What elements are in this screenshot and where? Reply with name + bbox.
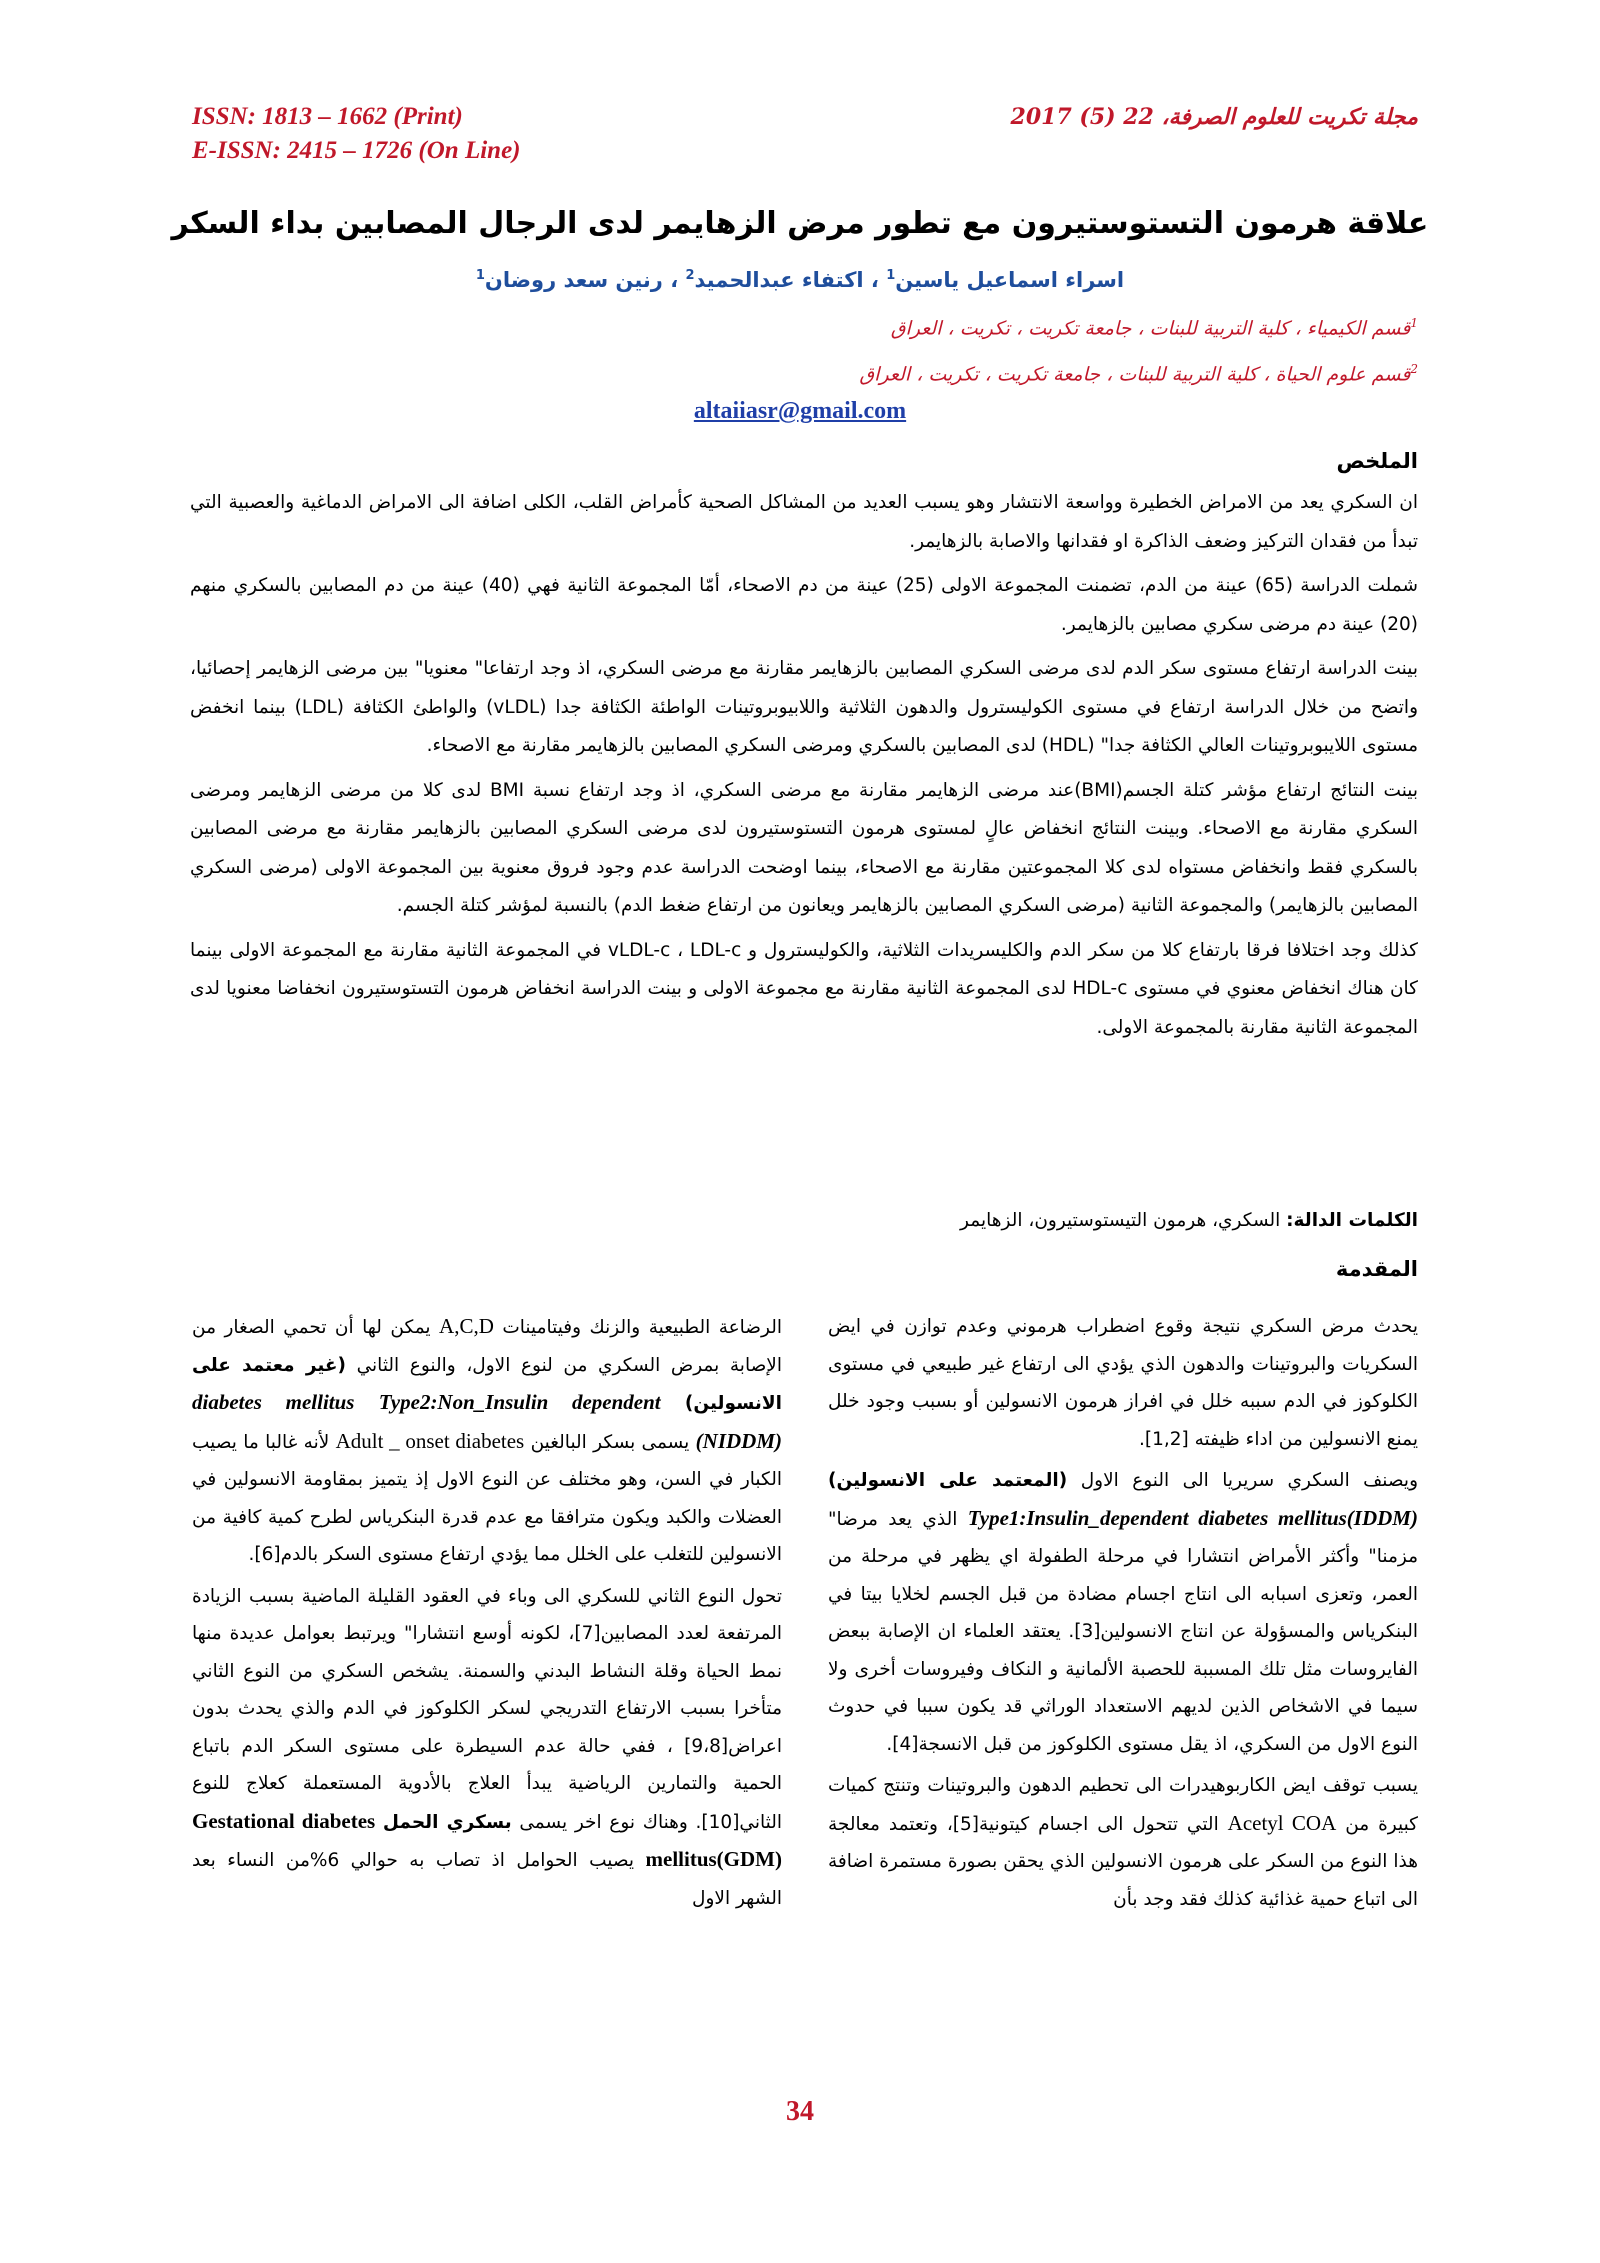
intro-text: يسمى بسكر البالغين (530, 1431, 690, 1453)
intro-latin-term: Gestational diabetes mellitus(GDM) (192, 1808, 782, 1871)
page-number: 34 (786, 2096, 814, 2127)
abstract-heading: الملخص (1336, 449, 1418, 473)
abstract-paragraph: ان السكري يعد من الامراض الخطيرة وواسعة الانتشار وهو يسبب العديد من المشاكل الصحية كأمراض القلب، الكلى اضافة الى الامراض الدماغية والعصبية التي تبدأ من فقدان التركيز وضعف الذاكرة او فقدانها والاصابة بالزهايمر. (190, 492, 1418, 552)
intro-text: التي تتحول الى اجسام كيتونية[5]، وتعتمد معالجة هذا النوع من السكر على هرمون الانسولين الذي يحقن بصورة مستمرة اضافة الى اتباع حمية غذائية كذلك فقد وجد بأن (828, 1813, 1418, 1910)
abstract-paragraph: بينت النتائج ارتفاع مؤشر كتلة الجسم(BMI)عند مرضى الزهايمر مقارنة مع مرضى السكري، اذ وجد ارتفاع نسبة BMI لدى كلا من مرضى الزهايمر ومرضى السكري مقارنة مع الاصحاء. وبينت النتائج انخفاض عالٍ لمستوى هرمون التستوستيرون لدى مرضى السكري المصابين بالزهايمر مقارنة مع مرضى المصابين بالسكري فقط وانخفاض مستواه لدى كلا المجموعتين مقارنة مع الاصحاء، بينما اوضحت الدراسة عدم وجود فروق معنوية بين المجموعة الاولى (مرضى السكري المصابين بالزهايمر) والمجموعة الثانية (مرضى السكري المصابين بالزهايمر ويعانون من ارتفاع ضغط الدم) بالنسبة لمؤشر كتلة الجسم. (190, 779, 1419, 916)
author-3: رنين سعد روضان (484, 268, 663, 292)
authors-line (150, 258, 1450, 298)
author-separator: ، (870, 268, 879, 292)
keywords-text: السكري، هرمون التيستوستيرون، الزهايمر (960, 1210, 1281, 1231)
intro-paragraph (192, 1308, 782, 1574)
author-3-sup: 1 (475, 268, 485, 283)
intro-latin-term: Type1:Insulin_dependent diabetes mellitus(IDDM) (967, 1505, 1418, 1530)
intro-text: تحول النوع الثاني للسكري الى وباء في العقود القليلة الماضية بسبب الزيادة المرتفعة لعدد المصابين[7]، لكونه أوسع انتشارا" ويرتبط بعوامل عديدة منها نمط الحياة وقلة النشاط البدني والسمنة. يشخص السكري من النوع الثاني متأخرا بسبب الارتفاع التدريجي لسكر الكلوكوز في الدم والذي يحدث بدون اعراض[9،8] ، ففي حالة عدم السيطرة على مستوى السكر الدم باتباع الحمية والتمارين الرياضية يبدأ العلاج بالأدوية المستعملة كعلاج للنوع الثاني[10]. وهناك نوع اخر يسمى (192, 1585, 782, 1833)
affiliation-2 (518, 354, 1418, 389)
issn-online: E-ISSN: 2415 – 1726 (On Line) (192, 137, 521, 164)
intro-latin-term: Type2:Non_Insulin dependent (378, 1390, 661, 1414)
intro-paragraph: يحدث مرض السكري نتيجة وقوع اضطراب هرموني وعدم توازن في ايض السكريات والبروتينات والدهون الذي يؤدي الى ارتفاع غير طبيعي في مستوى الكلوكوز في الدم سببه خلل في افراز هرمون الانسولين أو بسبب وجود خلل يمنع الانسولين من اداء ظيفته [1,2]. (828, 1316, 1418, 1450)
author-2-sup: 2 (685, 268, 695, 283)
issn-print: ISSN: 1813 – 1662 (Print) (192, 103, 463, 130)
intro-paragraph (828, 1462, 1418, 1763)
intro-text: يمكن لها أن تحمي الصغار من الإصابة بمرض السكري من لنوع الاول، والنوع الثاني (192, 1317, 782, 1376)
intro-heading: المقدمة (1335, 1257, 1418, 1281)
intro-text: الرضاعة الطبيعية والزنك وفيتامينات (502, 1317, 782, 1338)
author-2: اكتفاء عبدالحميد (694, 268, 864, 292)
author-separator: ، (670, 268, 679, 292)
affiliation-1 (518, 308, 1418, 343)
abstract-paragraph: كذلك وجد اختلافا فرقا بارتفاع كلا من سكر الدم والكليسريدات الثلاثية، والكوليسترول و vLDL-c ، LDL-c في المجموعة الثانية مقارنة مع المجموعة الاولى بينما كان هناك انخفاض معنوي في مستوى HDL-c لدى المجموعة الثانية مقارنة مع مجموعة الاولى و بينت الدراسة انخفاض هرمون التستوستيرون انخفاضا معنويا لدى المجموعة الثانية مقارنة بالمجموعة الاولى. (190, 939, 1418, 1038)
intro-text: يسبب توقف ايض الكاربوهيدرات الى تحطيم الدهون والبروتينات وتنتج كميات كبيرة من (828, 1775, 1418, 1835)
intro-bold-text: (غير معتمد على الانسولين) (192, 1354, 782, 1414)
affiliation-1-text: قسم الكيمياء ، كلية التربية للبنات ، جامعة تكريت ، تكريت ، العراق (890, 317, 1411, 340)
intro-latin-term: Acetyl COA (1227, 1810, 1337, 1835)
keywords-line (190, 1204, 1418, 1238)
intro-latin-term: diabetes mellitus (NIDDM) (192, 1390, 782, 1453)
intro-paragraph (192, 1578, 782, 1918)
paper-title: علاقة هرمون التستوستيرون مع تطور مرض الزهايمر لدى الرجال المصابين بداء السكر (171, 206, 1429, 241)
intro-text: لأنه غالبا ما يصيب الكبار في السن، وهو مختلف عن النوع الاول إذ يتميز بمقاومة الانسولين في العضلات والكبد ويكون مترافقا مع عدم قدرة البنكرياس لطرح كمية كافية من الانسولين للتغلب على الخلل مما يؤدي ارتفاع مستوى السكر بالدم[6]. (192, 1431, 782, 1565)
intro-bold-text: بسكري الحمل (382, 1811, 512, 1833)
email-link[interactable]: altaiiasr@gmail.com (693, 398, 907, 424)
intro-text: الذي يعد مرضا" مزمنا" وأكثر الأمراض انتشارا في مرحلة الطفولة اي يظهر في مرحلة من العمر، وتعزى اسبابه الى انتاج اجسام مضادة من قبل الجسم لخلايا بيتا في البنكرياس والمسؤولة عن انتاج الانسولين[3]. يعتقد العلماء ان الإصابة ببعض الفايروسات مثل تلك المسببة للحصبة الألمانية و النكاف وفيروسات أخرى ولا سيما في الاشخاص الذين لديهم الاستعداد الوراثي قد يكون سببا في حدوث النوع الاول من السكري، اذ يقل مستوى الكلوكوز من قبل الانسجة[4]. (828, 1508, 1418, 1755)
journal-header: مجلة تكريت للعلوم الصرفة، 22 (5) 2017 (1010, 104, 1418, 130)
intro-latin-term: A,C,D (439, 1314, 494, 1338)
keywords-label: الكلمات الدالة: (1286, 1210, 1418, 1231)
abstract-paragraph: بينت الدراسة ارتفاع مستوى سكر الدم لدى مرضى السكري المصابين بالزهايمر مقارنة مع مرضى السكري، اذ وجد ارتفاعا" معنويا" بين مرضى الزهايمر إحصائيا، واتضح من خلال الدراسة ارتفاع في مستوى الكوليسترول والدهون الثلاثية واللابيوبروتينات الواطئة الكثافة جدا (vLDL) والواطئ الكثافة (LDL) بينما انخفض مستوى اللايبوبروتينات العالي الكثافة جدا" (HDL) لدى المصابين بالسكري ومرضى السكري المصابين بالزهايمر مقارنة مع الاصحاء. (190, 658, 1419, 756)
abstract-body (190, 484, 1418, 1053)
intro-paragraph (828, 1767, 1418, 1918)
affiliation-2-sup: 2 (1410, 362, 1418, 376)
intro-left-column (192, 1308, 782, 1921)
affiliation-2-text: قسم علوم الحياة ، كلية التربية للبنات ، جامعة تكريت ، تكريت ، العراق (859, 363, 1411, 386)
intro-latin-term: Adult _ onset diabetes (335, 1428, 525, 1453)
intro-text: يصيب الحوامل اذ تصاب به حوالي 6%من النساء بعد الشهر الاول (192, 1850, 782, 1909)
intro-text: ويصنف السكري سريريا الى النوع الاول (1080, 1470, 1419, 1491)
intro-right-column (828, 1308, 1418, 1922)
intro-bold-text: (المعتمد على الانسولين) (828, 1470, 1068, 1491)
author-1: اسراء اسماعيل ياسين (895, 268, 1125, 292)
issn-block (192, 100, 752, 168)
affiliation-1-sup: 1 (1410, 316, 1418, 330)
author-1-sup: 1 (886, 268, 896, 283)
abstract-paragraph: شملت الدراسة (65) عينة من الدم، تضمنت المجموعة الاولى (25) عينة من دم الاصحاء، أمّا المجموعة الثانية فهي (40) عينة من دم المصابين بالسكري منهم (20) عينة دم مرضى سكري مصابين بالزهايمر. (190, 575, 1418, 635)
